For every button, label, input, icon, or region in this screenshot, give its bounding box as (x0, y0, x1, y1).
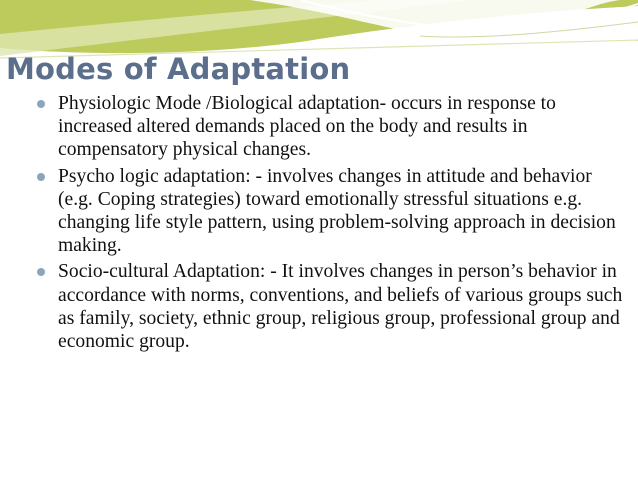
bullet-dot-icon (37, 173, 45, 181)
bullet-item-psychologic (16, 165, 626, 258)
bullet-dot-icon (37, 268, 45, 276)
bullet-text: Physiologic Mode /Biological adaptation- occurs in response to increased altered demands placed on the body and results in compensatory physical changes. (58, 93, 556, 161)
bullet-text: Psycho logic adaptation: - involves changes in attitude and behavior (e.g. Coping strategies) toward emotionally stressful situations e.g. changing life style pattern, using problem-solving approach in decision making. (58, 165, 616, 257)
bullet-dot-icon (37, 100, 45, 108)
bullet-text: Socio-cultural Adaptation: - It involves changes in person’s behavior in accordance with norms, conventions, and beliefs of various groups such as family, society, ethnic group, religious group, professional group and economic group. (58, 261, 623, 353)
slide-title: Modes of Adaptation (6, 52, 351, 86)
bullet-list (16, 92, 626, 356)
bullet-item-physiologic (16, 92, 626, 162)
bullet-item-sociocultural (16, 260, 626, 353)
